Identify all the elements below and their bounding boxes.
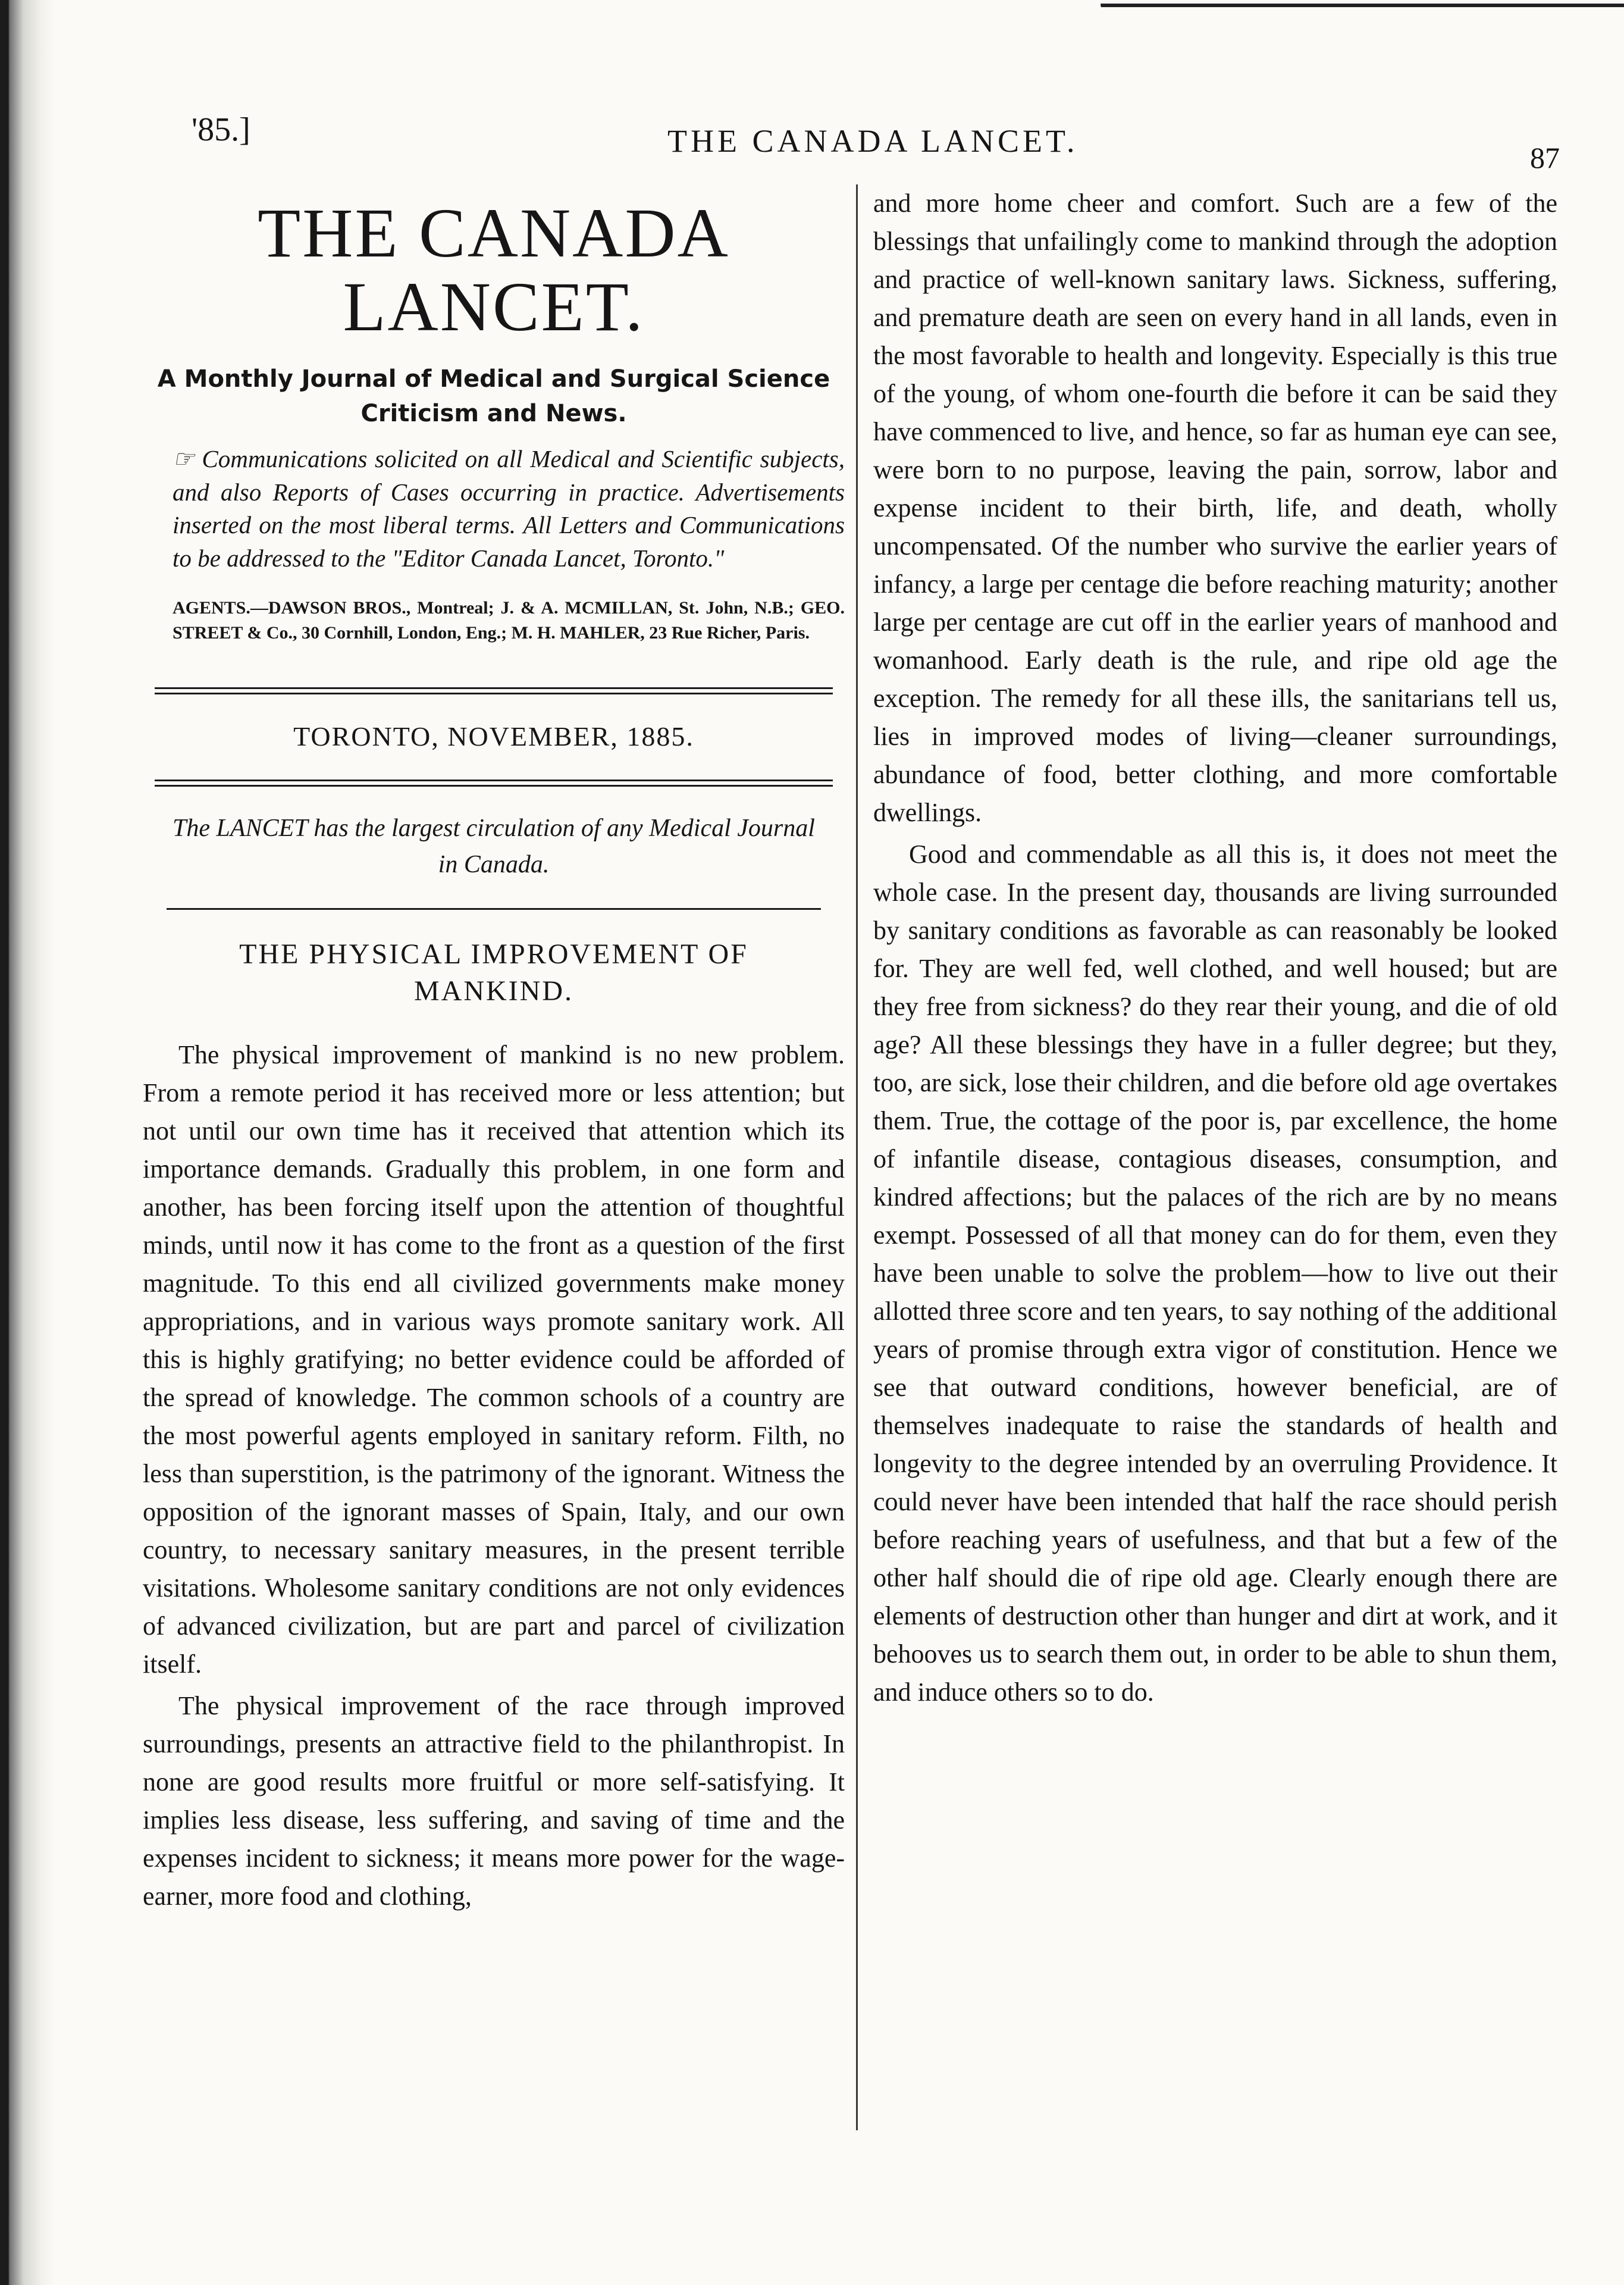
running-header <box>192 107 1560 173</box>
dateline: TORONTO, NOVEMBER, 1885. <box>293 721 694 752</box>
top-edge-rule <box>1101 4 1624 17</box>
page-binding-edge <box>0 0 55 2285</box>
header-title: THE CANADA LANCET. <box>667 123 1079 159</box>
right-column <box>873 184 1557 1715</box>
communications-notice: ☞ Communications solicited on all Medical and Scientific subjects, and also Reports of Cases occurring in practice. Advertisements inserted on the most liberal terms. All Letters and Communications to be addressed to the "Editor Canada Lancet, Toronto." <box>173 445 845 572</box>
circulation-note: The LANCET has the largest circulation of any Medical Journal in Canada. <box>173 814 815 878</box>
left-column <box>143 184 845 1919</box>
article-paragraph: Good and commendable as all this is, it does not meet the whole case. In the present day, thousands are living surrounded by sanitary conditions as favorable as can reasonably be looked for. They are well fed, well clothed, and well housed; but are they free from sickness? do they rear their young, and die of old age? All these blessings they have in a fuller degree; but they, too, are sick, lose their children, and die before old age overtakes them. True, the cottage of the poor is, par excellence, the home of infantile disease, contagious diseases, consumption, and kindred affections; but the palaces of the rich are by no means exempt. Possessed of all that money can do for them, even they have been unable to solve the problem—how to live out their allotted three score and ten years, to say nothing of the additional years of promise through extra vigor of constitution. Hence we see that outward conditions, however beneficial, are of themselves inadequate to raise the standards of health and longevity to the degree intended by an overruling Providence. It could never have been intended that half the race should perish before reaching years of usefulness, and that but a few of the other half should die of ripe old age. Clearly enough there are elements of destruction other than hunger and dirt at work, and it behooves us to search them out, in order to be able to shun them, and induce others so to do. <box>873 840 1557 1707</box>
masthead-title: THE CANADA LANCET. <box>258 194 730 346</box>
masthead-subtitle <box>143 362 845 431</box>
single-rule <box>167 908 821 910</box>
article-title-line-2: MANKIND. <box>414 975 573 1007</box>
header-year: '85.] <box>192 111 250 148</box>
agents-notice: AGENTS.—DAWSON BROS., Montreal; J. & A. MCMILLAN, St. John, N.B.; GEO. STREET & Co., 30 Cornhill, London, Eng.; M. H. MAHLER, 23 Rue Richer, Paris. <box>173 597 845 643</box>
subtitle-line-2: Criticism and News. <box>360 399 627 427</box>
double-rule-top <box>155 687 833 694</box>
article-paragraph: The physical improvement of mankind is no new problem. From a remote period it has received more or less attention; but not until our own time has it received that attention which its importance demands. Gradually this problem, in one form and another, has been forcing itself upon the attention of thoughtful minds, until now it has come to the front as a question of the first magnitude. To this end all civilized governments make money appropriations, and in various ways promote sanitary work. All this is highly gratifying; no better evidence could be afforded of the spread of knowledge. The common schools of a country are the most powerful agents employed in sanitary reform. Filth, no less than superstition, is the patrimony of the ignorant. Witness the opposition of the ignorant masses of Spain, Italy, and our own country, to necessary sanitary measures, in the present terrible visitations. Wholesome sanitary conditions are not only evidences of advanced civilization, but are part and parcel of civilization itself. <box>143 1040 845 1679</box>
article-title-line-1: THE PHYSICAL IMPROVEMENT OF <box>239 938 748 970</box>
column-divider <box>856 184 858 2130</box>
page-number: 87 <box>1530 141 1560 174</box>
subtitle-line-1: A Monthly Journal of Medical and Surgical Science <box>157 365 830 393</box>
article-title <box>143 936 845 1010</box>
article-paragraph: and more home cheer and comfort. Such are a few of the blessings that unfailingly come to mankind through the adoption and practice of well-known sanitary laws. Sickness, suffering, and premature death are seen on every hand in all lands, even in the most favorable to health and longevity. Especially is this true of the young, of whom one-fourth die before it can be said they have commenced to live, and hence, so far as human eye can see, were born to no purpose, leaving the pain, sorrow, labor and expense incident to their birth, life, and death, wholly uncompensated. Of the number who survive the earlier years of infancy, a large per centage die before reaching maturity; another large per centage are cut off in the earlier years of manhood and womanhood. Early death is the rule, and ripe old age the exception. The remedy for all these ills, the sanitarians tell us, lies in improved modes of living—cleaner surroundings, abundance of food, better clothing, and more comfortable dwellings. <box>873 189 1557 827</box>
double-rule-bottom <box>155 780 833 787</box>
article-paragraph: The physical improvement of the race through improved surroundings, presents an attractive field to the philanthropist. In none are good results more fruitful or more self-satisfying. It implies less disease, less suffering, and saving of time and the expenses incident to sickness; it means more power for the wage-earner, more food and clothing, <box>143 1691 845 1911</box>
